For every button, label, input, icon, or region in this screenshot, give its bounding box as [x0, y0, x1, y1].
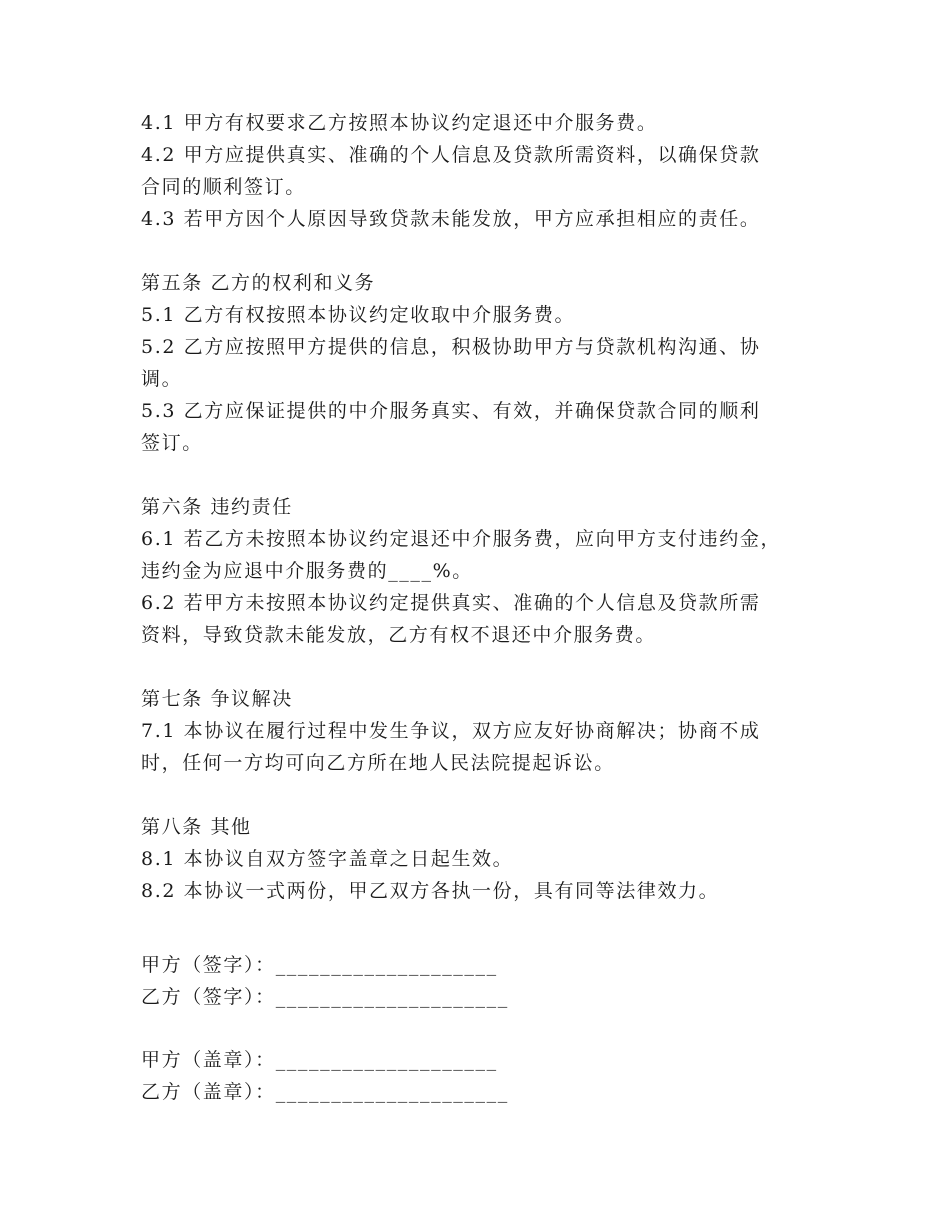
clause-8-1: 8.1 本协议自双方签字盖章之日起生效。 — [141, 848, 514, 870]
article-8-heading: 第八条 其他 — [141, 816, 252, 838]
clause-4-3: 4.3 若甲方因个人原因导致贷款未能发放，甲方应承担相应的责任。 — [141, 208, 761, 230]
clause-6-2-line-1: 6.2 若甲方未按照本协议约定提供真实、准确的个人信息及贷款所需 — [141, 592, 761, 614]
clause-5-2-line-1: 5.2 乙方应按照甲方提供的信息，积极协助甲方与贷款机构沟通、协 — [141, 336, 761, 358]
clause-7-1-line-1: 7.1 本协议在履行过程中发生争议，双方应友好协商解决；协商不成 — [141, 720, 761, 742]
clause-4-2-line-1: 4.2 甲方应提供真实、准确的个人信息及贷款所需资料，以确保贷款 — [141, 144, 761, 166]
clause-5-3-line-1: 5.3 乙方应保证提供的中介服务真实、有效，并确保贷款合同的顺利 — [141, 400, 761, 422]
party-a-signature-line: 甲方（签字）：____________________ — [141, 954, 498, 976]
clause-8-2: 8.2 本协议一式两份，甲乙双方各执一份，具有同等法律效力。 — [141, 880, 720, 902]
clause-5-3-line-2: 签订。 — [141, 432, 203, 454]
clause-6-1-line-1: 6.1 若乙方未按照本协议约定退还中介服务费，应向甲方支付违约金， — [141, 528, 782, 550]
clause-4-1: 4.1 甲方有权要求乙方按照本协议约定退还中介服务费。 — [141, 112, 658, 134]
article-6-heading: 第六条 违约责任 — [141, 496, 293, 518]
party-b-signature-line: 乙方（签字）：_____________________ — [141, 986, 509, 1008]
clause-5-1: 5.1 乙方有权按照本协议约定收取中介服务费。 — [141, 304, 576, 326]
party-b-seal-line: 乙方（盖章）：_____________________ — [141, 1081, 509, 1103]
clause-7-1-line-2: 时，任何一方均可向乙方所在地人民法院提起诉讼。 — [141, 752, 615, 774]
article-7-heading: 第七条 争议解决 — [141, 688, 293, 710]
clause-6-2-line-2: 资料，导致贷款未能发放，乙方有权不退还中介服务费。 — [141, 624, 657, 646]
party-a-seal-line: 甲方（盖章）：____________________ — [141, 1049, 498, 1071]
clause-5-2-line-2: 调。 — [141, 368, 183, 390]
clause-4-2-line-2: 合同的顺利签订。 — [141, 176, 306, 198]
article-5-heading: 第五条 乙方的权利和义务 — [141, 272, 376, 294]
clause-6-1-line-2: 违约金为应退中介服务费的____%。 — [141, 560, 473, 582]
